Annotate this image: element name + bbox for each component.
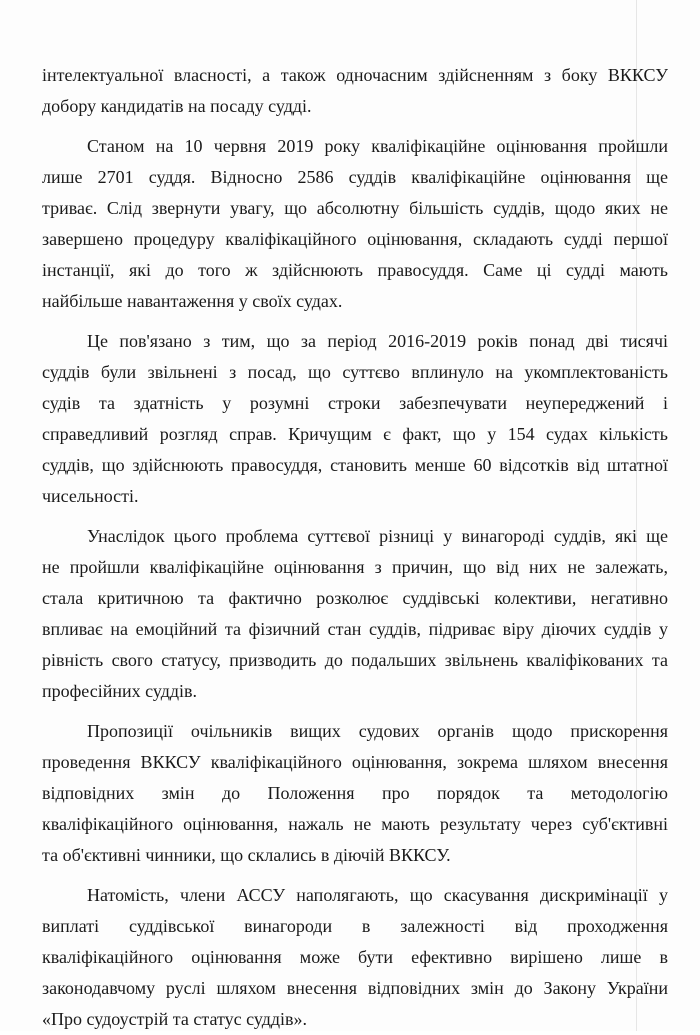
text-line: Пропозиції очільників вищих судових органів щодо прискорення <box>87 721 668 741</box>
text-line: чисельності. <box>42 486 139 506</box>
text-line: професійних суддів. <box>42 681 198 701</box>
text-line: впливає на емоційний та фізичний стан суддів, підриває віру діючих суддів у <box>42 619 668 639</box>
text-line: судів та здатність у розумні строки забезпечувати неупереджений і <box>42 393 668 413</box>
text-line: кваліфікаційного оцінювання, нажаль не мають результату через суб'єктивні <box>42 814 668 834</box>
text-line: суддів, що здійснюють правосуддя, становить менше 60 відсотків від штатної <box>42 455 668 475</box>
text-line: Натомість, члени АССУ наполягають, що скасування дискримінації у <box>87 885 668 905</box>
text-line: Станом на 10 червня 2019 року кваліфікаційне оцінювання пройшли <box>87 136 668 156</box>
text-line: інтелектуальної власності, а також одночасним здійсненням з боку ВККСУ <box>42 65 668 85</box>
text-line: триває. Слід звернути увагу, що абсолютну більшість суддів, щодо яких не <box>42 198 668 218</box>
text-line: стала критичною та фактично розколює суддівські колективи, негативно <box>42 588 668 608</box>
text-line: завершено процедуру кваліфікаційного оцінювання, складають судді першої <box>42 229 668 249</box>
document-body <box>42 60 668 1035</box>
paragraph-3 <box>42 326 668 512</box>
text-line: лише 2701 суддя. Відносно 2586 суддів кваліфікаційне оцінювання ще <box>42 167 668 187</box>
text-line: Це пов'язано з тим, що за період 2016-2019 років понад дві тисячі <box>87 331 668 351</box>
text-line: справедливий розгляд справ. Кричущим є факт, що у 154 судах кількість <box>42 424 668 444</box>
text-line: відповідних змін до Положення про порядок та методологію <box>42 783 668 803</box>
text-line: проведення ВККСУ кваліфікаційного оцінювання, зокрема шляхом внесення <box>42 752 668 772</box>
text-line: рівність свого статусу, призводить до подальших звільнень кваліфікованих та <box>42 650 668 670</box>
paragraph-2 <box>42 131 668 317</box>
text-line: кваліфікаційного оцінювання може бути ефективно вирішено лише в <box>42 947 668 967</box>
text-line: «Про судоустрій та статус суддів». <box>42 1009 308 1029</box>
text-line: виплаті суддівської винагороди в залежності від проходження <box>42 916 668 936</box>
text-line: Унаслідок цього проблема суттєвої різниці у винагороді суддів, які ще <box>87 526 668 546</box>
text-line: законодавчому руслі шляхом внесення відповідних змін до Закону України <box>42 978 668 998</box>
paragraph-5 <box>42 716 668 871</box>
paragraph-4 <box>42 521 668 707</box>
text-line: інстанції, які до того ж здійснюють правосуддя. Саме ці судді мають <box>42 260 668 280</box>
text-line: не пройшли кваліфікаційне оцінювання з причин, що від них не залежать, <box>42 557 668 577</box>
text-line: найбільше навантаження у своїх судах. <box>42 291 343 311</box>
text-line: добору кандидатів на посаду судді. <box>42 96 312 116</box>
text-line: та об'єктивні чинники, що склались в діючій ВККСУ. <box>42 845 451 865</box>
paragraph-1 <box>42 60 668 122</box>
text-line: суддів були звільнені з посад, що суттєво вплинуло на укомплектованість <box>42 362 668 382</box>
paragraph-6 <box>42 880 668 1035</box>
